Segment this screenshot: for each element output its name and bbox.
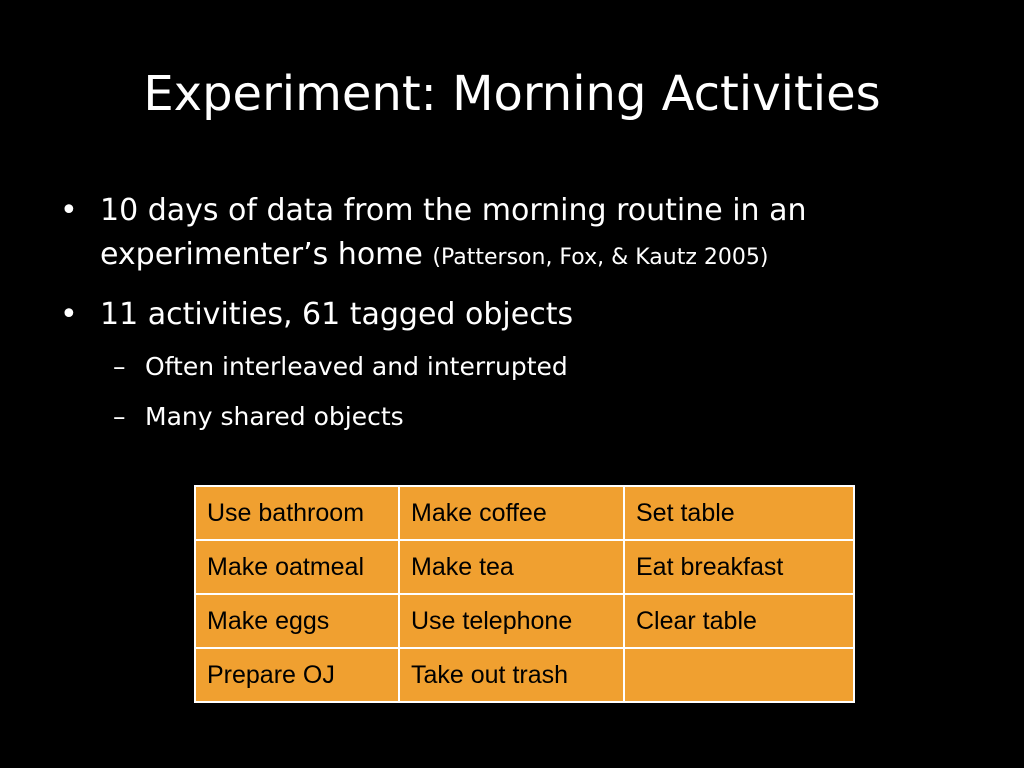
- bullet-item: [60, 293, 980, 337]
- sub-bullet-item: [113, 400, 965, 434]
- table-row: [195, 540, 854, 594]
- bullet-text: 11 activities, 61 tagged objects: [100, 297, 574, 332]
- activities-table: [194, 485, 855, 703]
- table-row: [195, 594, 854, 648]
- table-cell: Make coffee: [399, 486, 624, 540]
- table-cell: Prepare OJ: [195, 648, 399, 702]
- bullet-citation: (Patterson, Fox, & Kautz 2005): [432, 245, 769, 270]
- table-cell: Clear table: [624, 594, 854, 648]
- sub-bullet-text: Many shared objects: [145, 402, 404, 431]
- table-cell: Make tea: [399, 540, 624, 594]
- bullet-marker: •: [60, 297, 78, 332]
- table-cell: Take out trash: [399, 648, 624, 702]
- sub-bullet-marker: –: [113, 352, 126, 381]
- table-cell: Make oatmeal: [195, 540, 399, 594]
- table-cell-empty: [624, 648, 854, 702]
- bullet-item: [60, 189, 980, 280]
- table-cell: Eat breakfast: [624, 540, 854, 594]
- table-cell: Set table: [624, 486, 854, 540]
- slide-title: Experiment: Morning Activities: [143, 66, 881, 122]
- table-row: [195, 648, 854, 702]
- bullet-marker: •: [60, 193, 78, 228]
- table-cell: Use bathroom: [195, 486, 399, 540]
- table-cell: Make eggs: [195, 594, 399, 648]
- sub-bullet-marker: –: [113, 402, 126, 431]
- table-row: [195, 486, 854, 540]
- sub-bullet-text: Often interleaved and interrupted: [145, 352, 568, 381]
- table-cell: Use telephone: [399, 594, 624, 648]
- sub-bullet-item: [113, 350, 965, 384]
- bullet-text: 10 days of data from the morning routine in an experimenter’s home: [100, 193, 807, 272]
